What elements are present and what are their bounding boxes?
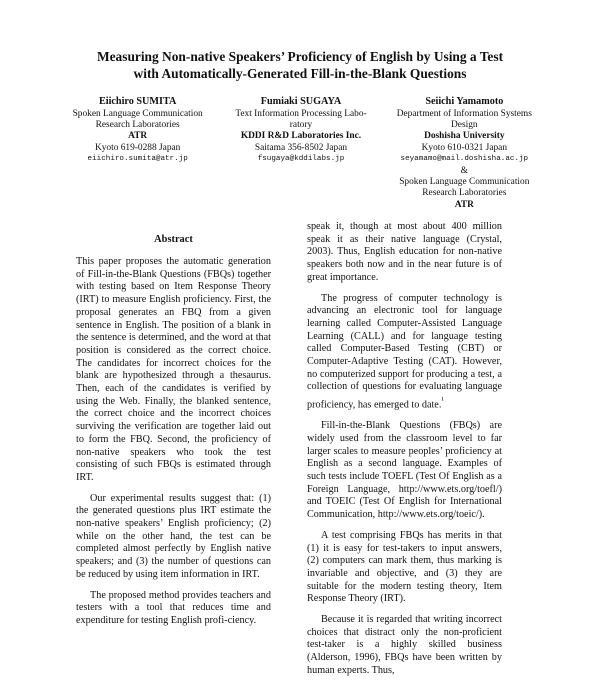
author-3 <box>383 96 546 211</box>
intro-paragraph-5: Because it is regarded that writing incorrect choices that distract only the non-proficient test-taker is a highly skilled business (Alderson, 1996), FBQs have been written by human experts. Thus, <box>307 614 502 676</box>
author-affiliation: Spoken Language Communication <box>72 108 203 119</box>
author-affiliation: Spoken Language Communication <box>399 176 530 187</box>
title-line-2: with Automatically-Generated Fill-in-the-Blank Questions <box>133 66 467 81</box>
author-affiliation: Department of Information Systems <box>396 108 532 119</box>
author-email[interactable]: fsugaya@kddilabs.jp <box>257 155 345 164</box>
author-name: Seiichi Yamamoto <box>425 96 504 107</box>
paper-title <box>40 48 560 82</box>
author-1 <box>56 96 219 211</box>
abstract-paragraph-2: Our experimental results suggest that: (1) the generated questions plus IRT estimate the non-native speakers’ English proficiency; (2) while on the other hand, the test can be completed almost perfectly by English native speakers; and (3) the number of questions can be reduced by using item information in IRT. <box>76 492 271 580</box>
footnote-mark: ¹ <box>441 395 444 406</box>
author-address: Kyoto 619-0288 Japan <box>94 142 181 153</box>
author-affiliation: Design <box>451 119 478 130</box>
author-block <box>56 96 546 211</box>
author-org: Doshisha University <box>424 131 505 142</box>
author-email[interactable]: seyamamo@mail.doshisha.ac.jp <box>400 155 529 164</box>
abstract-paragraph-3: The proposed method provides teachers and testers with a tool that reduces time and expenditure for testing English profi-ciency. <box>76 589 271 626</box>
abstract-paragraph-1: This paper proposes the automatic generation of Fill-in-the-Blank Questions (FBQs) together with testing based on Item Response Theory (IRT) to measure English proficiency. First, the proposal generates an FBQ from a given sentence in English. The position of a blank in the sentence is determined, and the word at that position is considered as the correct choice. The candidates for incorrect choices for the blank are hypothesized through a thesaurus. Then, each of the candidates is verified by using the Web. Finally, the blanked sentence, the correct choice and the incorrect choices surviving the verification are together laid out to form the FBQ. Second, the proficiency of non-native speakers who took the test consisting of such FBQs is estimated through IRT. <box>76 256 271 483</box>
abstract-heading: Abstract <box>154 234 193 245</box>
author-email[interactable]: eiichiro.sumita@atr.jp <box>87 155 188 164</box>
left-column <box>76 256 271 636</box>
author-address: Kyoto 610-0321 Japan <box>421 142 508 153</box>
intro-paragraph-4: A test comprising FBQs has merits in that (1) it is easy for test-takers to input answers, (2) computers can mark them, thus marking is invariable and objective, and (3) they are suitable for the modern testing theory, Item Response Theory (IRT). <box>307 529 502 605</box>
intro-paragraph-3: Fill-in-the-Blank Questions (FBQs) are widely used from the classroom level to far larger scales to measure peoples’ proficiency at English as a second language. Examples of such tests include TOEFL (Test Of English as a Foreign Language, http://www.ets.org/toefl/) and TOEIC (Test Of English for International Communication, http://www.ets.org/toeic/). <box>307 420 502 521</box>
author-affiliation: Text Information Processing Labo- <box>235 108 367 119</box>
author-2 <box>219 96 382 211</box>
right-column <box>307 221 502 686</box>
author-org: KDDI R&D Laboratories Inc. <box>240 131 362 142</box>
author-affiliation: ratory <box>289 119 313 130</box>
title-line-1: Measuring Non-native Speakers’ Proficiency of English by Using a Test <box>96 49 504 64</box>
author-org: ATR <box>454 199 474 210</box>
author-affiliation: Research Laboratories <box>422 188 507 199</box>
author-ampersand: & <box>460 165 468 176</box>
author-org: ATR <box>128 131 148 142</box>
author-name: Eiichiro SUMITA <box>98 96 177 107</box>
author-name: Fumiaki SUGAYA <box>260 96 342 107</box>
intro-paragraph-2 <box>307 293 502 413</box>
intro-paragraph-1: speak it, though at most about 400 million speak it as their native language (Crystal, 2003). Thus, English education for non-native speakers both now and in the near future is of great importance. <box>307 221 502 283</box>
author-address: Saitama 356-8502 Japan <box>254 142 348 153</box>
author-affiliation: Research Laboratories <box>95 119 180 130</box>
intro-paragraph-2-text: The progress of computer technology is advancing an electronic tool for language learning called Computer-Assisted Language Learning (CALL) and for language testing called Computer-Based Testing (CBT) or Computer-Adaptive Testing (CAT). However, no computerized support for producing a test, a collection of questions for evaluating language proficiency, has emerged to date. <box>307 292 502 411</box>
